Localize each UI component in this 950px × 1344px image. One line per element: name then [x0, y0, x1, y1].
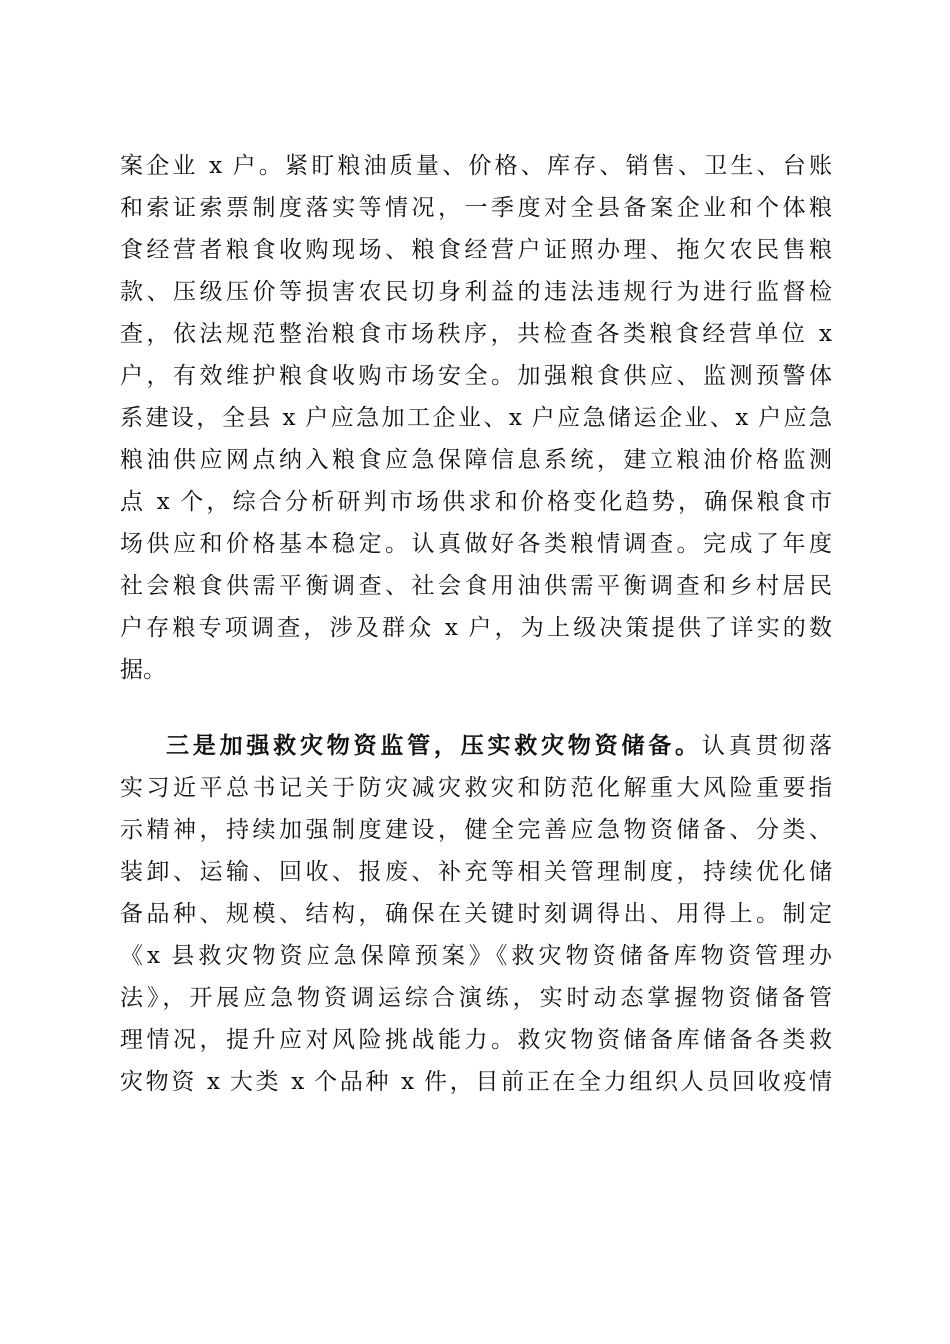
paragraph-line: 据。	[120, 657, 166, 683]
paragraph-line: 食经营者粮食收购现场、粮食经营户证照办理、拖欠农民售粮	[120, 237, 832, 263]
paragraph-line: 粮油供应网点纳入粮食应急保障信息系统，建立粮油价格监测	[120, 447, 832, 473]
paragraph-line: 案企业 x 户。紧盯粮油质量、价格、库存、销售、卫生、台账	[120, 153, 832, 179]
paragraph-line: 法》，开展应急物资调运综合演练，实时动态掌握物资储备管	[120, 985, 832, 1011]
paragraph-line: 社会粮食供需平衡调查、社会食用油供需平衡调查和乡村居民	[120, 573, 832, 599]
paragraph-line: 款、压级压价等损害农民切身利益的违法违规行为进行监督检	[120, 279, 832, 305]
section-heading: 三是加强救灾物资监管，压实救灾物资储备。	[166, 732, 702, 759]
paragraph-line: 查，依法规范整治粮食市场秩序，共检查各类粮食经营单位 x	[120, 321, 832, 347]
paragraph-first-line	[120, 725, 832, 767]
paragraph-grain-supervision	[120, 145, 832, 691]
heading-continuation: 认真贯彻落	[701, 733, 833, 759]
paragraph-line: 点 x 个，综合分析研判市场供求和价格变化趋势，确保粮食市	[120, 489, 832, 515]
paragraph-line: 装卸、运输、回收、报废、补充等相关管理制度，持续优化储	[120, 859, 832, 885]
paragraph-disaster-relief	[120, 725, 832, 1103]
paragraph-line: 系建设，全县 x 户应急加工企业、x 户应急储运企业、x 户应急	[120, 405, 832, 431]
paragraph-line: 《x 县救灾物资应急保障预案》《救灾物资储备库物资管理办	[120, 943, 832, 969]
paragraph-line: 和索证索票制度落实等情况，一季度对全县备案企业和个体粮	[120, 195, 832, 221]
paragraph-line: 户，有效维护粮食收购市场安全。加强粮食供应、监测预警体	[120, 363, 832, 389]
paragraph-line: 户存粮专项调查，涉及群众 x 户，为上级决策提供了详实的数	[120, 615, 832, 641]
paragraph-line: 理情况，提升应对风险挑战能力。救灾物资储备库储备各类救	[120, 1027, 832, 1053]
paragraph-line: 实习近平总书记关于防灾减灾救灾和防范化解重大风险重要指	[120, 775, 832, 801]
paragraph-line: 场供应和价格基本稳定。认真做好各类粮情调查。完成了年度	[120, 531, 832, 557]
paragraph-line: 备品种、规模、结构，确保在关键时刻调得出、用得上。制定	[120, 901, 832, 927]
paragraph-line: 灾物资 x 大类 x 个品种 x 件，目前正在全力组织人员回收疫情	[120, 1069, 832, 1095]
paragraph-line: 示精神，持续加强制度建设，健全完善应急物资储备、分类、	[120, 817, 832, 843]
